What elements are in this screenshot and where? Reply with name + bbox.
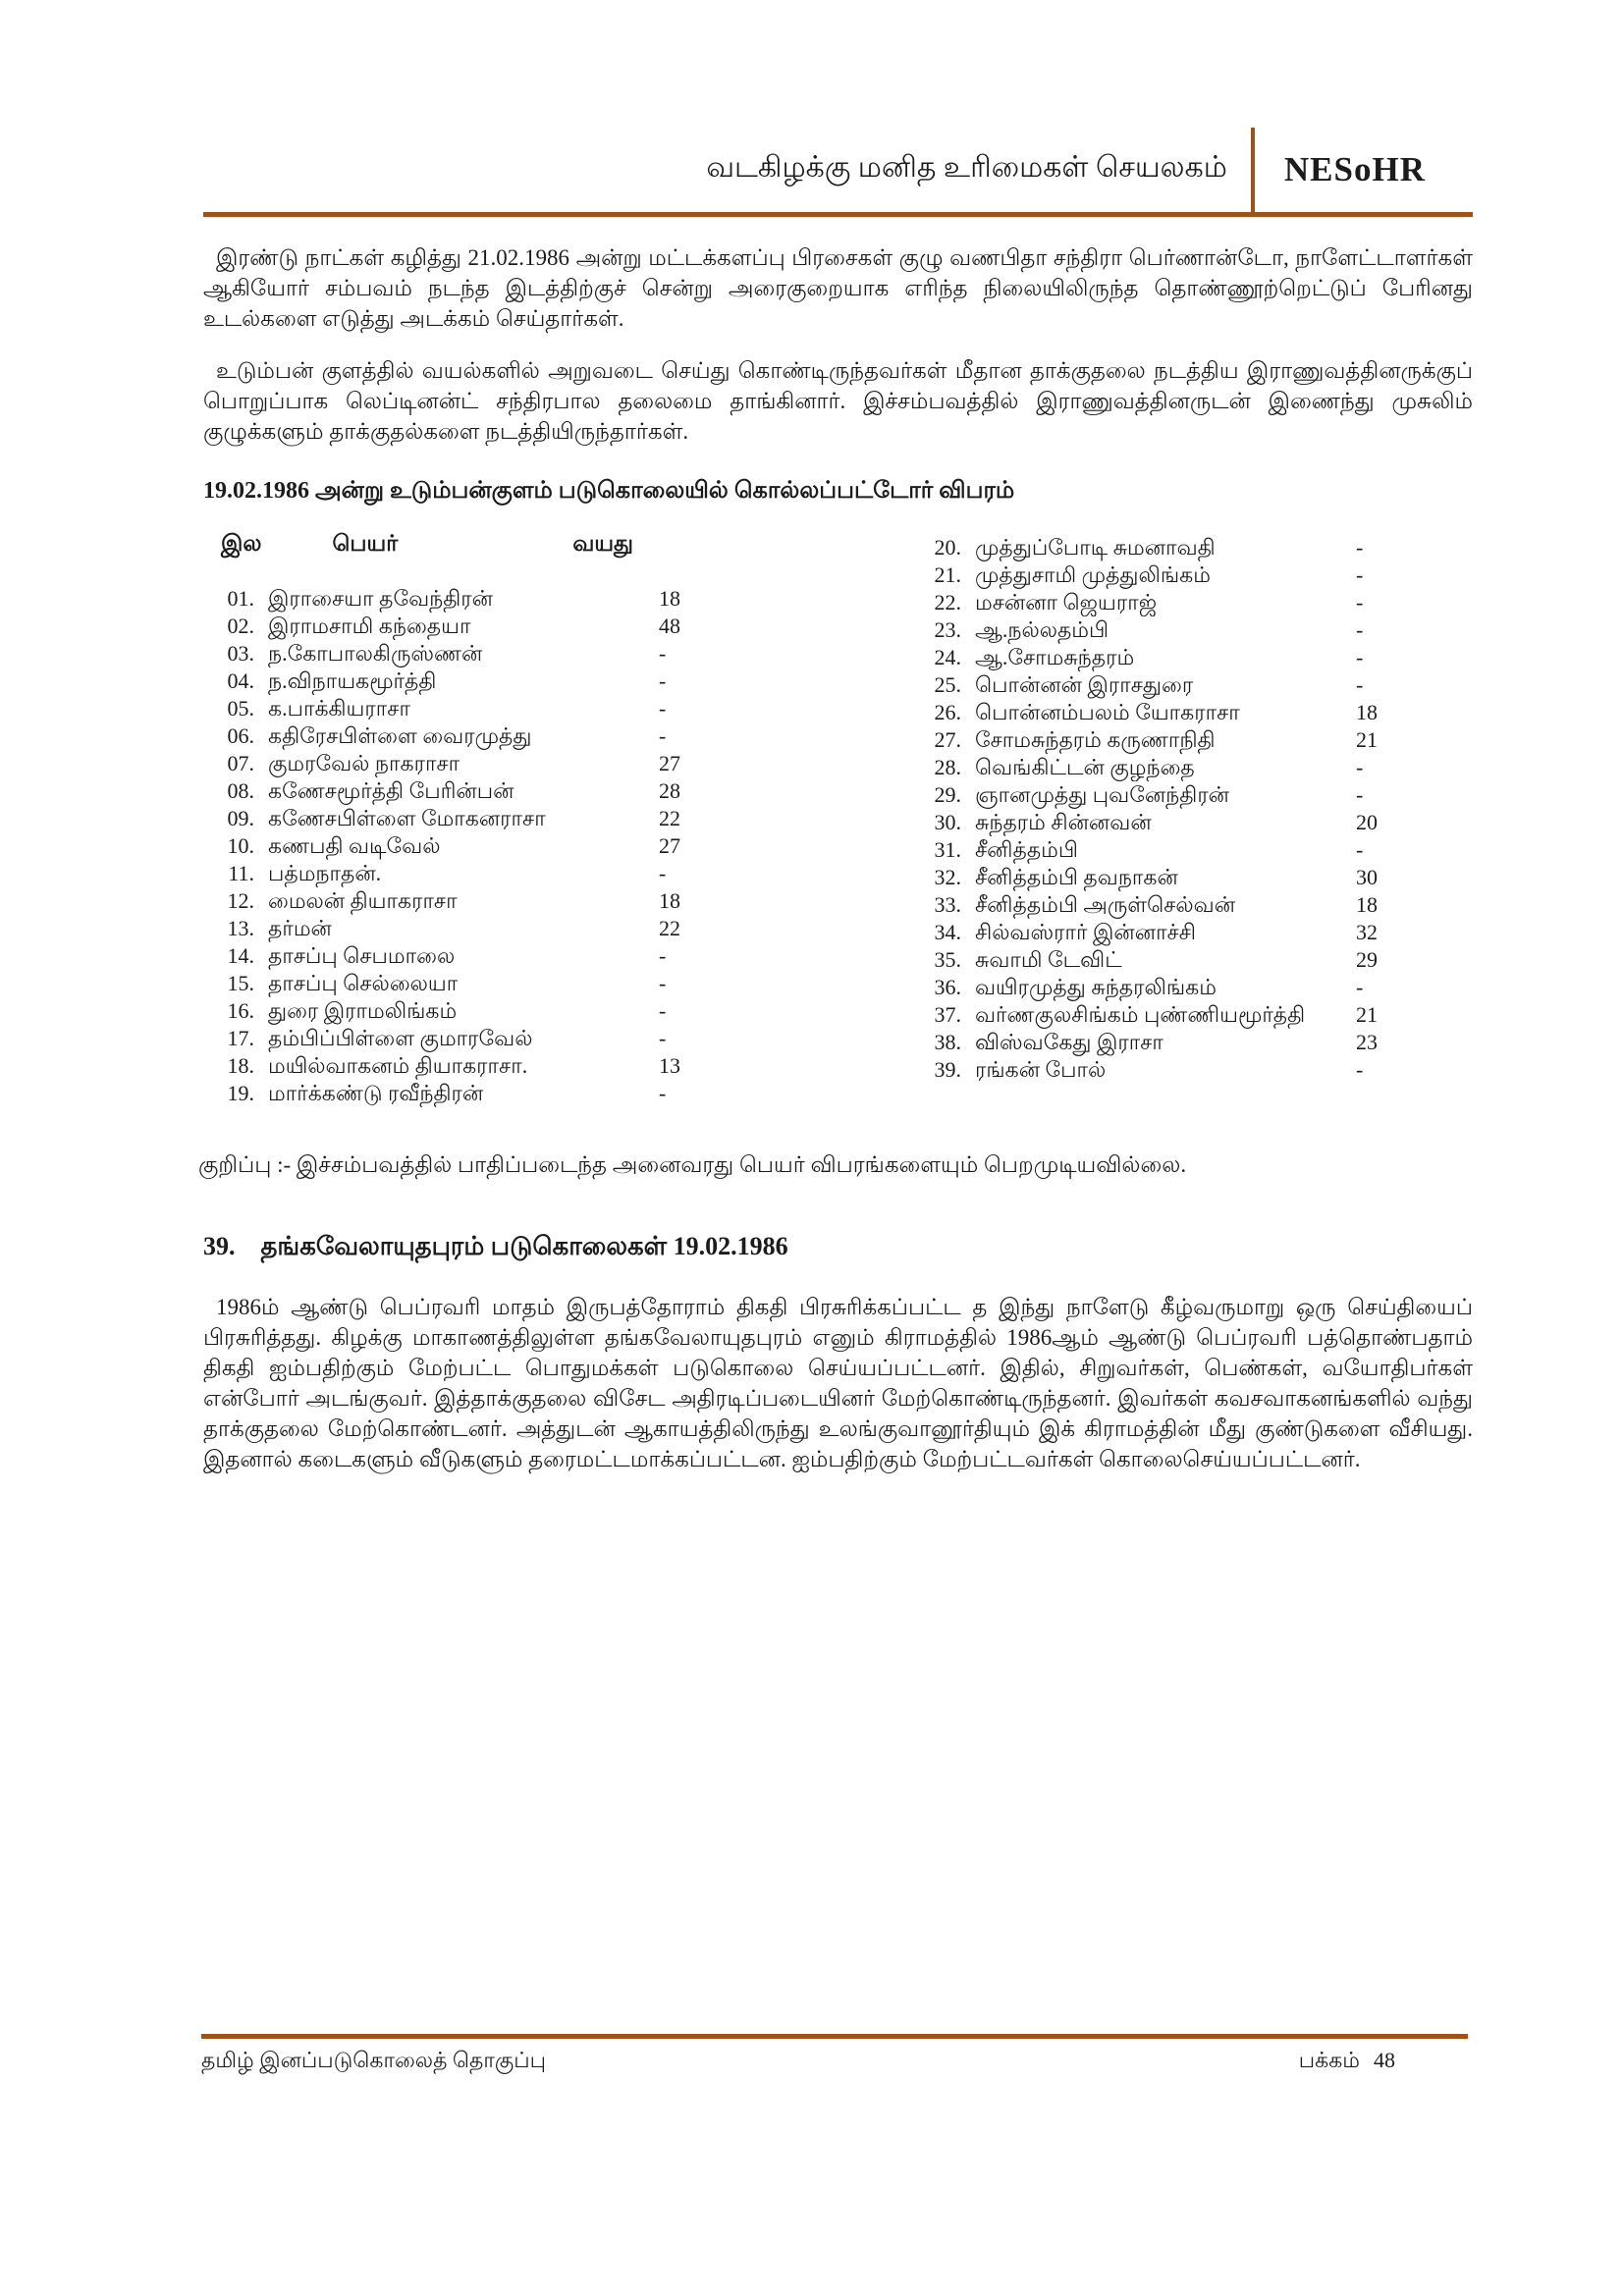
victim-number: 32. bbox=[934, 865, 961, 889]
victim-number: 05. bbox=[227, 696, 254, 721]
victim-number: 15. bbox=[227, 971, 254, 995]
victim-age: 18 bbox=[1356, 892, 1378, 917]
victim-name: ஆ.நல்லதம்பி bbox=[975, 617, 1109, 642]
victim-row bbox=[910, 726, 1421, 754]
victim-name: பத்மநாதன். bbox=[268, 861, 382, 885]
victim-row bbox=[203, 1025, 724, 1052]
victim-row bbox=[203, 722, 724, 750]
victim-row bbox=[910, 754, 1421, 781]
victim-name: தாசப்பு செல்லையா bbox=[268, 971, 459, 995]
victim-age: 23 bbox=[1356, 1030, 1378, 1054]
victim-name: கதிரேசபிள்ளை வைரமுத்து bbox=[268, 723, 532, 748]
footer-page-number: 48 bbox=[1374, 2048, 1395, 2072]
victim-number: 36. bbox=[934, 975, 961, 999]
page-footer bbox=[201, 2034, 1468, 2076]
victim-age: 20 bbox=[1356, 810, 1378, 834]
victim-name: ஆ.சோமசுந்தரம் bbox=[975, 645, 1135, 669]
page-content bbox=[198, 0, 1473, 1474]
victim-number: 38. bbox=[934, 1030, 961, 1054]
victim-name: மயில்வாகனம் தியாகராசா. bbox=[268, 1053, 528, 1078]
victim-number: 24. bbox=[934, 645, 961, 669]
victim-age: - bbox=[1356, 535, 1364, 560]
victim-row bbox=[910, 616, 1421, 644]
victim-row bbox=[203, 750, 724, 777]
victim-name: சுவாமி டேவிட் bbox=[975, 947, 1122, 972]
victim-number: 39. bbox=[934, 1057, 961, 1082]
victims-table bbox=[203, 530, 1473, 1107]
victim-age: 22 bbox=[659, 806, 680, 830]
victim-age: 21 bbox=[1356, 727, 1378, 752]
victim-name: ந.கோபாலகிருஸ்ணன் bbox=[268, 641, 483, 666]
victim-name: பொன்னம்பலம் யோகராசா bbox=[975, 700, 1240, 724]
section-heading bbox=[203, 1232, 1473, 1264]
victim-row bbox=[910, 699, 1421, 726]
victim-age: - bbox=[1356, 782, 1364, 807]
victims-column-left bbox=[203, 530, 724, 1107]
victim-age: - bbox=[1356, 617, 1364, 642]
victim-number: 37. bbox=[934, 1002, 961, 1027]
victim-name: இராமசாமி கந்தையா bbox=[268, 614, 471, 638]
victim-age: 18 bbox=[659, 888, 680, 913]
victim-age: - bbox=[659, 998, 667, 1023]
victim-row bbox=[910, 891, 1421, 919]
victim-row bbox=[910, 1056, 1421, 1084]
victim-number: 16. bbox=[227, 998, 254, 1023]
victim-age: - bbox=[1356, 562, 1364, 587]
victim-name: வயிரமுத்து சுந்தரலிங்கம் bbox=[975, 975, 1217, 999]
victim-age: - bbox=[1356, 645, 1364, 669]
victim-name: விஸ்வகேது இராசா bbox=[975, 1030, 1163, 1054]
victim-row bbox=[203, 860, 724, 887]
victim-name: சீனித்தம்பி தவநாகன் bbox=[975, 865, 1178, 889]
victim-age: 32 bbox=[1356, 920, 1378, 944]
victim-number: 21. bbox=[934, 562, 961, 587]
victim-row bbox=[910, 671, 1421, 699]
victim-row bbox=[203, 915, 724, 942]
victim-row bbox=[910, 781, 1421, 809]
header-vertical-rule bbox=[1251, 128, 1255, 212]
victim-age: 28 bbox=[659, 778, 680, 803]
victim-age: 18 bbox=[1356, 700, 1378, 724]
victim-row bbox=[203, 1052, 724, 1080]
victim-age: - bbox=[1356, 672, 1364, 697]
victim-row bbox=[910, 561, 1421, 589]
victim-rows-right bbox=[910, 534, 1421, 1084]
victim-number: 31. bbox=[934, 837, 961, 862]
victim-number: 19. bbox=[227, 1081, 254, 1105]
section-title: தங்கவேலாயுதபுரம் படுகொலைகள் 19.02.1986 bbox=[260, 1232, 788, 1260]
table-column-headers bbox=[203, 530, 724, 558]
column-header-age: வயது bbox=[572, 531, 633, 556]
victim-name: வெங்கிட்டன் குழந்தை bbox=[975, 755, 1195, 779]
paragraph-attack-leadership: உடும்பன் குளத்தில் வயல்களில் அறுவடை செய்து கொண்டிருந்தவர்கள் மீதான தாக்குதலை நடத்திய இராணுவத்தினருக்குப் பொறுப்பாக லெப்டினன்ட் சந்திரபால தலைமை தாங்கினார். இச்சம்பவத்தில் இராணுவத்தினருடன் இணைந்து முசுலிம் குழுக்களும் தாக்குதல்களை நடத்தியிருந்தார்கள். bbox=[203, 358, 1473, 444]
victim-row bbox=[910, 589, 1421, 616]
victim-row bbox=[910, 534, 1421, 561]
victim-rows-left bbox=[203, 585, 724, 1107]
victim-age: 18 bbox=[659, 586, 680, 611]
victim-number: 30. bbox=[934, 810, 961, 834]
victim-row bbox=[203, 667, 724, 695]
victim-age: 48 bbox=[659, 614, 680, 638]
victim-number: 02. bbox=[227, 614, 254, 638]
victim-age: 30 bbox=[1356, 865, 1378, 889]
victim-number: 12. bbox=[227, 888, 254, 913]
victim-age: - bbox=[659, 668, 667, 693]
victim-age: - bbox=[659, 641, 667, 666]
victim-row bbox=[910, 1001, 1421, 1029]
victim-number: 23. bbox=[934, 617, 961, 642]
victim-age: - bbox=[1356, 590, 1364, 614]
victim-number: 06. bbox=[227, 723, 254, 748]
victim-row bbox=[203, 942, 724, 970]
victim-age: - bbox=[659, 1026, 667, 1050]
victim-name: இராசையா தவேந்திரன் bbox=[268, 586, 493, 611]
victim-row bbox=[910, 864, 1421, 891]
section-number: 39. bbox=[203, 1232, 236, 1260]
note-incomplete-names: குறிப்பு :- இச்சம்பவத்தில் பாதிப்படைந்த அனைவரது பெயர் விபரங்களையும் பெறமுடியவில்லை. bbox=[198, 1152, 1187, 1177]
footer-page-indicator bbox=[1299, 2048, 1468, 2076]
victim-age: - bbox=[659, 861, 667, 885]
victim-age: 13 bbox=[659, 1053, 680, 1078]
victim-row bbox=[203, 613, 724, 640]
victim-number: 07. bbox=[227, 751, 254, 775]
victim-number: 11. bbox=[228, 861, 254, 885]
victim-age: - bbox=[1356, 975, 1364, 999]
victim-name: தம்பிப்பிள்ளை குமாரவேல் bbox=[268, 1026, 533, 1050]
victim-row bbox=[203, 1080, 724, 1107]
header-rule bbox=[203, 212, 1473, 217]
victim-row bbox=[910, 946, 1421, 974]
victim-row bbox=[203, 805, 724, 832]
column-header-number: இல bbox=[221, 531, 262, 556]
victim-age: 27 bbox=[659, 751, 680, 775]
victim-row bbox=[910, 836, 1421, 864]
victim-row bbox=[203, 887, 724, 915]
victim-number: 28. bbox=[934, 755, 961, 779]
victim-number: 04. bbox=[227, 668, 254, 693]
victim-age: 22 bbox=[659, 916, 680, 940]
victim-name: கணபதி வடிவேல் bbox=[268, 833, 441, 858]
victim-name: மார்க்கண்டு ரவீந்திரன் bbox=[268, 1081, 484, 1105]
victim-name: குமரவேல் நாகராசா bbox=[268, 751, 460, 775]
victim-name: முத்துப்போடி சுமனாவதி bbox=[975, 535, 1216, 560]
victim-number: 35. bbox=[934, 947, 961, 972]
victim-age: - bbox=[1356, 755, 1364, 779]
victim-row bbox=[910, 644, 1421, 671]
victim-number: 13. bbox=[227, 916, 254, 940]
victim-name: ரங்கன் போல் bbox=[975, 1057, 1107, 1082]
victim-number: 03. bbox=[227, 641, 254, 666]
section-paragraph: 1986ம் ஆண்டு பெப்ரவரி மாதம் இருபத்தோராம் திகதி பிரசுரிக்கப்பட்ட த இந்து நாளேடு கீழ்வருமாறு ஒரு செய்தியைப் பிரசுரித்தது. கிழக்கு மாகாணத்திலுள்ள தங்கவேலாயுதபுரம் எனும் கிராமத்தில் 1986ஆம் ஆண்டு பெப்ரவரி பத்தொண்பதாம் திகதி ஐம்பதிற்கும் மேற்பட்ட பொதுமக்கள் படுகொலை செய்யப்பட்டனர். இதில், சிறுவர்கள், பெண்கள், வயோதிபர்கள் என்போர் அடங்குவர். இத்தாக்குதலை விசேட அதிரடிப்படையினர் மேற்கொண்டிருந்தனர். இவர்கள் கவசவாகனங்களில் வந்து தாக்குதலை மேற்கொண்டனர். அத்துடன் ஆகாயத்திலிருந்து உலங்குவானூர்தியும் இக் கிராமத்தின் மீது குண்டுகளை வீசியது. இதனால் கடைகளும் வீடுகளும் தரைமட்டமாக்கப்பட்டன. ஐம்பதிற்கும் மேற்பட்டவர்கள் கொலைசெய்யப்பட்டனர். bbox=[203, 1295, 1473, 1471]
victim-row bbox=[203, 970, 724, 997]
footer-text-row bbox=[201, 2039, 1468, 2076]
column-header-name: பெயர் bbox=[332, 531, 399, 556]
victim-row bbox=[203, 832, 724, 860]
victim-number: 09. bbox=[227, 806, 254, 830]
victim-row bbox=[203, 640, 724, 667]
victim-name: தர்மன் bbox=[268, 916, 332, 940]
victim-age: - bbox=[659, 1081, 667, 1105]
victim-name: ந.விநாயகமூர்த்தி bbox=[268, 668, 437, 693]
victim-name: கணேசமூர்த்தி பேரின்பன் bbox=[268, 778, 514, 803]
victim-name: முத்துசாமி முத்துலிங்கம் bbox=[975, 562, 1211, 587]
victim-name: கணேசபிள்ளை மோகனராசா bbox=[268, 806, 546, 830]
victim-row bbox=[910, 809, 1421, 836]
victim-name: மைலன் தியாகராசா bbox=[268, 888, 458, 913]
victim-number: 01. bbox=[227, 586, 254, 611]
victims-column-right bbox=[910, 534, 1421, 1107]
victim-age: - bbox=[659, 696, 667, 721]
victim-number: 25. bbox=[934, 672, 961, 697]
victim-row bbox=[910, 974, 1421, 1001]
victim-name: தாசப்பு செபமாலை bbox=[268, 943, 456, 968]
victim-row bbox=[910, 919, 1421, 946]
victim-number: 10. bbox=[227, 833, 254, 858]
victim-name: சீனித்தம்பி bbox=[975, 837, 1078, 862]
header-title: வடகிழக்கு மனித உரிமைகள் செயலகம் bbox=[706, 151, 1227, 184]
victim-name: பொன்னன் இராசதுரை bbox=[975, 672, 1194, 697]
victim-age: - bbox=[1356, 1057, 1364, 1082]
victim-row bbox=[203, 997, 724, 1025]
victim-row bbox=[203, 585, 724, 613]
paragraph-burial: இரண்டு நாட்கள் கழித்து 21.02.1986 அன்று மட்டக்களப்பு பிரசைகள் குழு வணபிதா சந்திரா பெர்ணான்டோ, நாளேட்டாளர்கள் ஆகியோர் சம்பவம் நடந்த இடத்திற்குச் சென்று அரைகுறையாக எரிந்த நிலையிலிருந்த தொண்ணூற்றெட்டுப் பேரினது உடல்களை எடுத்து அடக்கம் செய்தார்கள். bbox=[203, 245, 1473, 331]
victim-age: - bbox=[1356, 837, 1364, 862]
victim-number: 34. bbox=[934, 920, 961, 944]
victim-row bbox=[910, 1029, 1421, 1056]
victim-name: வர்ணகுலசிங்கம் புண்ணியமூர்த்தி bbox=[975, 1002, 1306, 1027]
victim-number: 14. bbox=[227, 943, 254, 968]
victim-number: 26. bbox=[934, 700, 961, 724]
victim-number: 20. bbox=[934, 535, 961, 560]
victim-number: 29. bbox=[934, 782, 961, 807]
victim-name: சோமசுந்தரம் கருணாநிதி bbox=[975, 727, 1216, 752]
victim-age: 29 bbox=[1356, 947, 1378, 972]
victim-number: 08. bbox=[227, 778, 254, 803]
victim-name: துரை இராமலிங்கம் bbox=[268, 998, 458, 1023]
victim-name: சில்வஸ்ரார் இன்னாச்சி bbox=[975, 920, 1197, 944]
victim-number: 33. bbox=[934, 892, 961, 917]
victim-row bbox=[203, 695, 724, 722]
victim-number: 18. bbox=[227, 1053, 254, 1078]
footer-page-label: பக்கம் bbox=[1298, 2048, 1360, 2072]
victim-number: 17. bbox=[227, 1026, 254, 1050]
victim-name: க.பாக்கியராசா bbox=[268, 696, 410, 721]
org-abbreviation: NESoHR bbox=[1283, 150, 1426, 188]
footer-document-title: தமிழ் இனப்படுகொலைத் தொகுப்பு bbox=[201, 2048, 547, 2072]
victim-age: - bbox=[659, 971, 667, 995]
victim-name: மசன்னா ஜெயராஜ் bbox=[975, 590, 1158, 614]
victim-age: - bbox=[659, 723, 667, 748]
victim-name: சுந்தரம் சின்னவன் bbox=[975, 810, 1152, 834]
victim-age: 27 bbox=[659, 833, 680, 858]
victim-row bbox=[203, 777, 724, 805]
victims-list-heading: 19.02.1986 அன்று உடும்பன்குளம் படுகொலையில் கொல்லப்பட்டோர் விபரம் bbox=[203, 478, 1015, 504]
victim-number: 27. bbox=[934, 727, 961, 752]
victim-name: ஞானமுத்து புவனேந்திரன் bbox=[975, 782, 1230, 807]
victim-number: 22. bbox=[934, 590, 961, 614]
victim-age: 21 bbox=[1356, 1002, 1378, 1027]
victim-name: சீனித்தம்பி அருள்செல்வன் bbox=[975, 892, 1236, 917]
victim-age: - bbox=[659, 943, 667, 968]
page-header bbox=[203, 0, 1473, 212]
